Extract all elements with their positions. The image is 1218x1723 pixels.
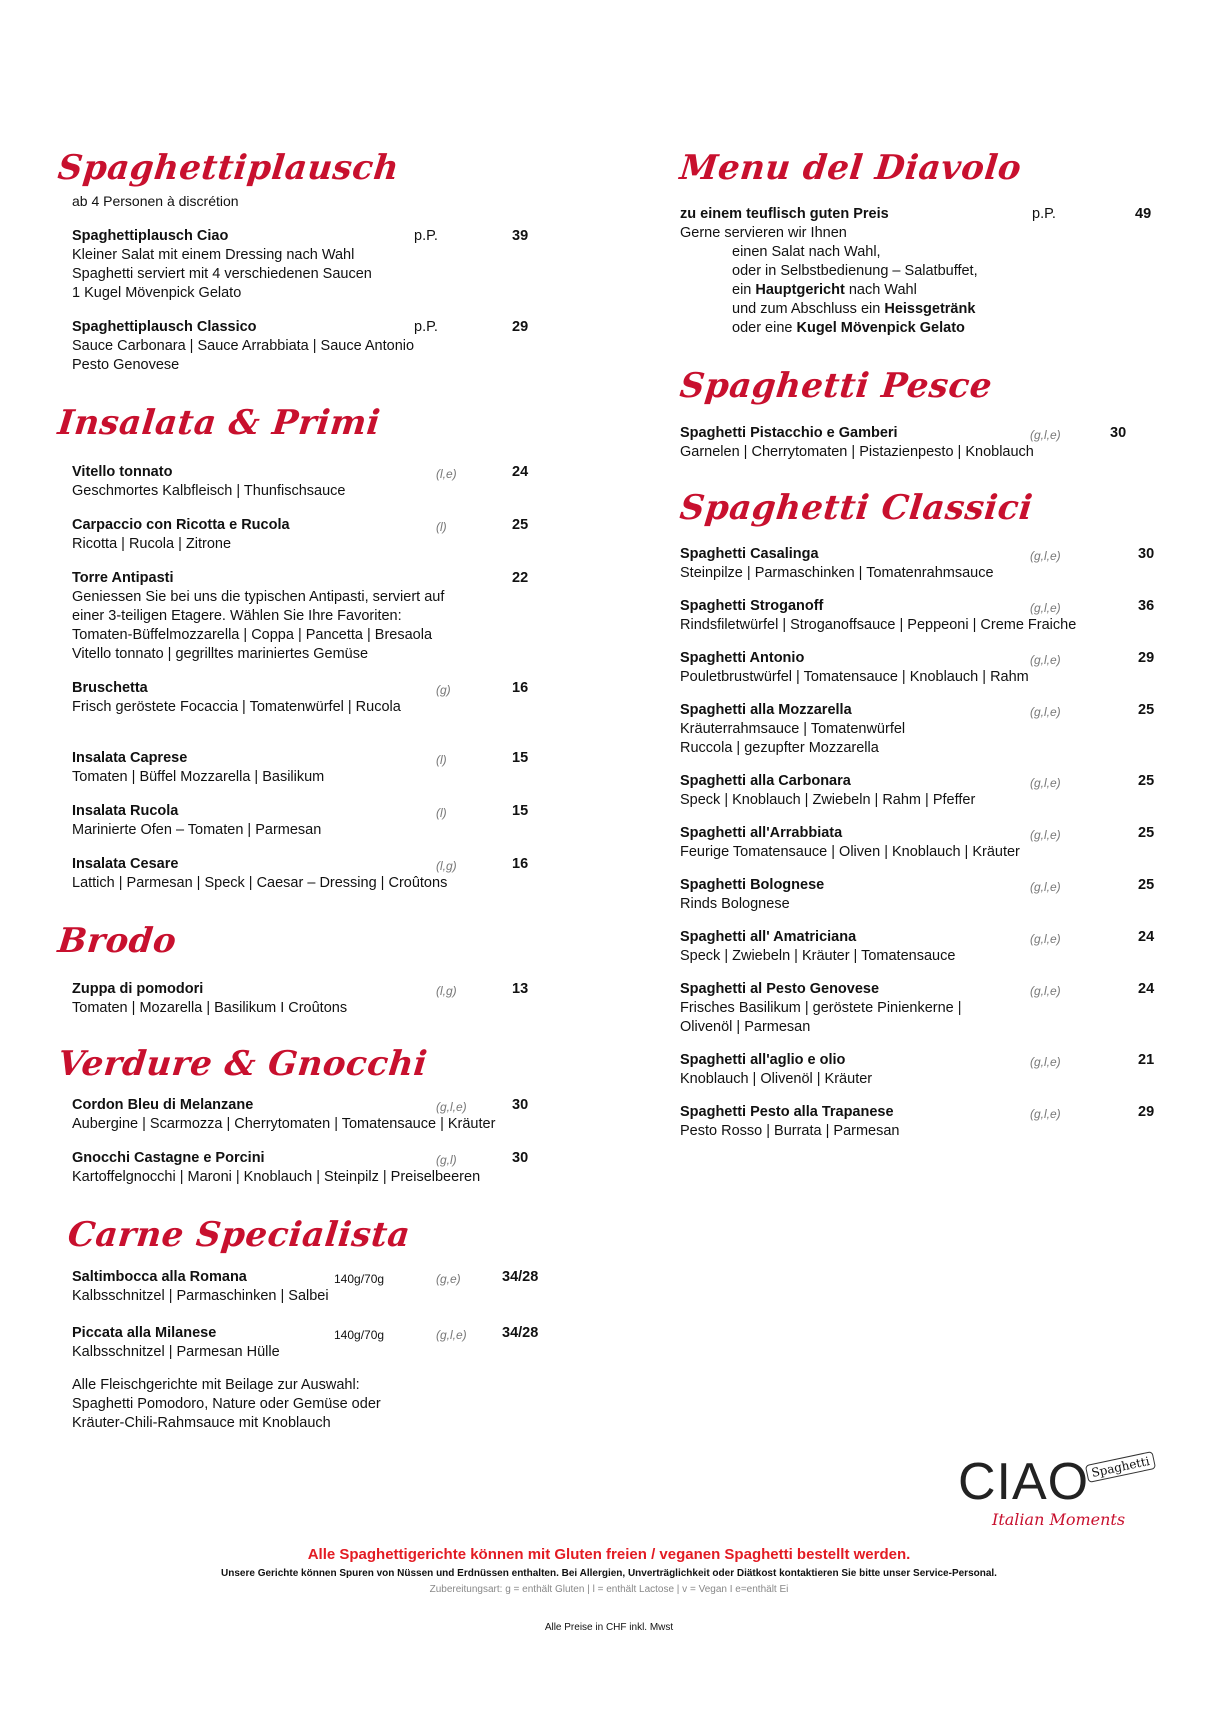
item-name: Spaghetti alla Carbonara (680, 773, 851, 790)
menu-item (72, 463, 558, 501)
item-allergen: (g,l) (436, 1152, 457, 1167)
menu-item (72, 1324, 558, 1362)
item-description: Kalbsschnitzel | Parmaschinken | Salbei (72, 1287, 329, 1304)
item-price: 21 (1138, 1052, 1155, 1069)
item-price: 16 (512, 679, 529, 696)
item-name: Spaghetti Stroganoff (680, 598, 824, 615)
item-name: Spaghetti all'aglio e olio (680, 1052, 846, 1069)
menu-item (680, 772, 1180, 810)
item-price: 29 (512, 319, 529, 336)
item-description: Marinierte Ofen – Tomaten | Parmesan (72, 821, 322, 838)
item-name: Spaghetti alla Mozzarella (680, 702, 852, 719)
footer-gluten-note: Alle Spaghettigerichte können mit Gluten freien / veganen Spaghetti bestellt werden. (307, 1546, 911, 1563)
menu-item (72, 980, 558, 1018)
item-allergen: (l,g) (436, 858, 457, 873)
item-price: 25 (1138, 877, 1155, 894)
item-name: Spaghetti Casalinga (680, 546, 819, 563)
item-weight: 140g/70g (334, 1327, 385, 1342)
item-allergen: (g,l,e) (1030, 653, 1061, 668)
item-name: Gnocchi Castagne e Porcini (72, 1149, 265, 1166)
section-heading-pesce: Spaghetti Pesce (677, 366, 995, 407)
item-price: 15 (512, 749, 529, 766)
diavolo-line: oder in Selbstbedienung – Salatbuffet, (732, 263, 978, 280)
item-name: Spaghetti Pistacchio e Gamberi (680, 424, 898, 441)
item-allergen: (g,l,e) (1030, 828, 1061, 843)
item-price: 30 (512, 1096, 529, 1113)
item-price: 30 (512, 1149, 529, 1166)
menu-item (72, 679, 558, 717)
diavolo-text: oder eine (732, 320, 797, 337)
diavolo-text: und zum Abschluss ein (732, 301, 885, 318)
item-allergen: (g,e) (436, 1271, 461, 1286)
item-name: Torre Antipasti (72, 569, 174, 586)
item-allergen: (l) (436, 752, 447, 767)
item-name: Spaghettiplausch Ciao (72, 228, 229, 245)
diavolo-text: ein (732, 282, 756, 299)
item-allergen: (l) (436, 805, 447, 820)
item-description: Garnelen | Cherrytomaten | Pistazienpesto | Knoblauch (680, 443, 1034, 460)
diavolo-line (732, 300, 1180, 319)
item-description: Geschmortes Kalbfleisch | Thunfischsauce (72, 482, 346, 499)
logo-script: Italian Moments (992, 1510, 1126, 1529)
item-price: 34/28 (502, 1268, 539, 1285)
item-allergen: (l,g) (436, 984, 457, 999)
diavolo-line: einen Salat nach Wahl, (732, 244, 881, 261)
item-price: 29 (1138, 1104, 1155, 1121)
item-price: 30 (1110, 424, 1127, 441)
item-per-person: p.P. (1032, 206, 1056, 223)
item-name: Saltimbocca alla Romana (72, 1268, 247, 1285)
section-heading-diavolo: Menu del Diavolo (677, 148, 1024, 188)
item-description: Aubergine | Scarmozza | Cherrytomaten | Tomatensauce | Kräuter (72, 1115, 496, 1132)
section-heading-spaghettiplausch: Spaghettiplausch (55, 148, 401, 188)
menu-item (72, 802, 558, 840)
footer-allergy-note: Unsere Gerichte können Spuren von Nüssen und Erdnüssen enthalten. Bei Allergien, Unverträglichkeit oder Diätkost kontaktieren Sie bitte unser Service-Personal. (221, 1568, 997, 1579)
menu-item (72, 227, 558, 303)
item-name: Insalata Cesare (72, 855, 179, 872)
item-price: 16 (512, 855, 529, 872)
menu-item (72, 516, 558, 554)
item-description: Tomaten | Büffel Mozzarella | Basilikum (72, 768, 325, 785)
diavolo-line (732, 281, 1180, 300)
item-price: 13 (512, 981, 529, 998)
menu-item (72, 1149, 558, 1187)
item-allergen: (g,l,e) (436, 1099, 467, 1114)
item-description: Steinpilze | Parmaschinken | Tomatenrahmsauce (680, 565, 994, 582)
item-price: 36 (1138, 598, 1155, 615)
item-name: Insalata Caprese (72, 749, 188, 766)
menu-item (680, 649, 1180, 687)
item-price: 25 (1138, 773, 1155, 790)
item-allergen: (g,l,e) (1030, 1107, 1061, 1122)
item-name: Zuppa di pomodori (72, 981, 204, 998)
item-allergen: (g,l,e) (1030, 932, 1061, 947)
item-price: 30 (1138, 546, 1155, 563)
item-price: 22 (512, 569, 529, 586)
item-price: 25 (1138, 825, 1155, 842)
item-name: Cordon Bleu di Melanzane (72, 1096, 254, 1113)
item-description: Frisch geröstete Focaccia | Tomatenwürfel | Rucola (72, 698, 401, 715)
menu-item (72, 749, 558, 787)
item-price: 15 (512, 802, 529, 819)
diavolo-menu (680, 205, 1180, 338)
menu-item (72, 318, 558, 375)
item-description: Lattich | Parmesan | Speck | Caesar – Dressing | Croûtons (72, 874, 448, 891)
item-price: 34/28 (502, 1324, 539, 1341)
item-description: Kalbsschnitzel | Parmesan Hülle (72, 1343, 280, 1360)
menu-item (680, 597, 1180, 635)
item-name: Insalata Rucola (72, 802, 179, 819)
item-price: 24 (1138, 929, 1155, 946)
classici-list (680, 545, 1180, 1141)
item-description: Knoblauch | Olivenöl | Kräuter (680, 1071, 873, 1088)
item-name: Spaghetti all' Amatriciana (680, 929, 857, 946)
item-allergen: (g,l,e) (1030, 427, 1061, 442)
item-description: Speck | Knoblauch | Zwiebeln | Rahm | Pfeffer (680, 792, 976, 809)
section-heading-verdure: Verdure & Gnocchi (55, 1044, 430, 1085)
footer-price-note: Alle Preise in CHF inkl. Mwst (544, 1622, 674, 1633)
menu-item (680, 701, 1180, 758)
footer-legend: Zubereitungsart: g = enthält Gluten | l = enthält Lactose | v = Vegan I e=enthält Ei (429, 1584, 789, 1595)
menu-item (680, 980, 1180, 1037)
side-dish-note: Alle Fleischgerichte mit Beilage zur Auswahl: Spaghetti Pomodoro, Nature oder Gemüse oder Kräuter-Chili-Rahmsauce mit Knoblauch (72, 1376, 381, 1431)
item-description: Kartoffelgnocchi | Maroni | Knoblauch | Steinpilz | Preiselbeeren (72, 1168, 481, 1185)
item-allergen: (g,l,e) (1030, 776, 1061, 791)
spaghettiplausch-note: ab 4 Personen à discrétion (72, 193, 239, 210)
item-description: Ricotta | Rucola | Zitrone (72, 535, 232, 552)
diavolo-bold-text: Hauptgericht (755, 282, 845, 299)
item-allergen: (l,e) (436, 466, 457, 481)
item-allergen: (g,l,e) (1030, 1055, 1061, 1070)
diavolo-text: nach Wahl (844, 282, 917, 299)
section-heading-classici: Spaghetti Classici (677, 487, 1035, 528)
item-allergen: (g,l,e) (1030, 549, 1061, 564)
item-name: Spaghetti Antonio (680, 650, 805, 667)
section-heading-brodo: Brodo (55, 920, 179, 961)
item-price: 39 (512, 228, 529, 245)
diavolo-bold-text: Heissgetränk (884, 301, 976, 318)
item-name: Vitello tonnato (72, 463, 173, 480)
item-allergen: (g,l,e) (1030, 880, 1061, 895)
section-heading-insalata: Insalata & Primi (55, 403, 383, 444)
ciao-logo (958, 1452, 1151, 1542)
item-price: 25 (1138, 702, 1155, 719)
diavolo-title: zu einem teuflisch guten Preis (680, 206, 889, 223)
right-column (677, 148, 1180, 1141)
logo-badge: Spaghetti (1085, 1451, 1156, 1483)
left-column (55, 148, 558, 1433)
item-name: Spaghetti all'Arrabbiata (680, 825, 843, 842)
diavolo-bold-text: Kugel Mövenpick Gelato (796, 320, 965, 337)
item-description: Kräuterrahmsauce | Tomatenwürfel Ruccola | gezupfter Mozzarella (680, 721, 906, 757)
item-description: Sauce Carbonara | Sauce Arrabbiata | Sauce Antonio Pesto Genovese (72, 338, 415, 374)
item-allergen: (g) (436, 682, 451, 697)
item-description: Rinds Bolognese (680, 896, 790, 913)
item-description: Frisches Basilikum | geröstete Pinienkerne | Olivenöl | Parmesan (680, 1000, 962, 1036)
section-heading-carne: Carne Specialista (65, 1214, 413, 1255)
menu-item (680, 424, 1180, 462)
item-allergen: (g,l,e) (1030, 601, 1061, 616)
menu-item (680, 824, 1180, 862)
menu-item (680, 876, 1180, 914)
item-name: Carpaccio con Ricotta e Rucola (72, 516, 290, 533)
item-price: 29 (1138, 650, 1155, 667)
item-description: Geniessen Sie bei uns die typischen Antipasti, serviert auf einer 3-teiligen Etagere. Wählen Sie Ihre Favoriten: Tomaten-Büffelmozzarella | Coppa | Pancetta | Bresaola Vitello tonnato | gegrilltes mariniertes Gemüse (72, 588, 445, 662)
diavolo-intro: Gerne servieren wir Ihnen (680, 225, 847, 242)
item-description: Pouletbrustwürfel | Tomatensauce | Knoblauch | Rahm (680, 669, 1029, 686)
item-price: 24 (1138, 981, 1155, 998)
item-allergen: (g,l,e) (1030, 984, 1061, 999)
logo-brand: CIAO (958, 1453, 1090, 1511)
menu-item (680, 545, 1180, 583)
item-name: Bruschetta (72, 679, 148, 696)
item-price: 25 (512, 516, 529, 533)
item-allergen: (l) (436, 519, 447, 534)
item-name: Spaghetti Pesto alla Trapanese (680, 1104, 894, 1121)
item-per-person: p.P. (414, 228, 438, 245)
menu-item (72, 1096, 558, 1134)
item-weight: 140g/70g (334, 1271, 385, 1286)
diavolo-line (732, 319, 1180, 338)
item-description: Pesto Rosso | Burrata | Parmesan (680, 1123, 900, 1140)
item-allergen: (g,l,e) (436, 1327, 467, 1342)
item-description: Speck | Zwiebeln | Kräuter | Tomatensauce (680, 948, 956, 965)
item-description: Rindsfiletwürfel | Stroganoffsauce | Peppeoni | Creme Fraiche (680, 617, 1077, 634)
item-name: Spaghettiplausch Classico (72, 319, 257, 336)
item-allergen: (g,l,e) (1030, 705, 1061, 720)
menu-item (680, 1051, 1180, 1089)
menu-item (72, 1268, 558, 1306)
item-price: 49 (1135, 206, 1152, 223)
item-per-person: p.P. (414, 319, 438, 336)
item-name: Piccata alla Milanese (72, 1324, 217, 1341)
menu-item (72, 569, 558, 664)
item-price: 24 (512, 463, 529, 480)
item-description: Kleiner Salat mit einem Dressing nach Wahl Spaghetti serviert mit 4 verschiedenen Saucen 1 Kugel Mövenpick Gelato (72, 247, 372, 302)
item-name: Spaghetti al Pesto Genovese (680, 981, 880, 998)
menu-item (680, 1103, 1180, 1141)
menu-item (680, 928, 1180, 966)
item-description: Tomaten | Mozarella | Basilikum I Croûtons (72, 1000, 348, 1017)
item-description: Feurige Tomatensauce | Oliven | Knoblauch | Kräuter (680, 844, 1020, 861)
item-name: Spaghetti Bolognese (680, 877, 825, 894)
menu-item (72, 855, 558, 893)
